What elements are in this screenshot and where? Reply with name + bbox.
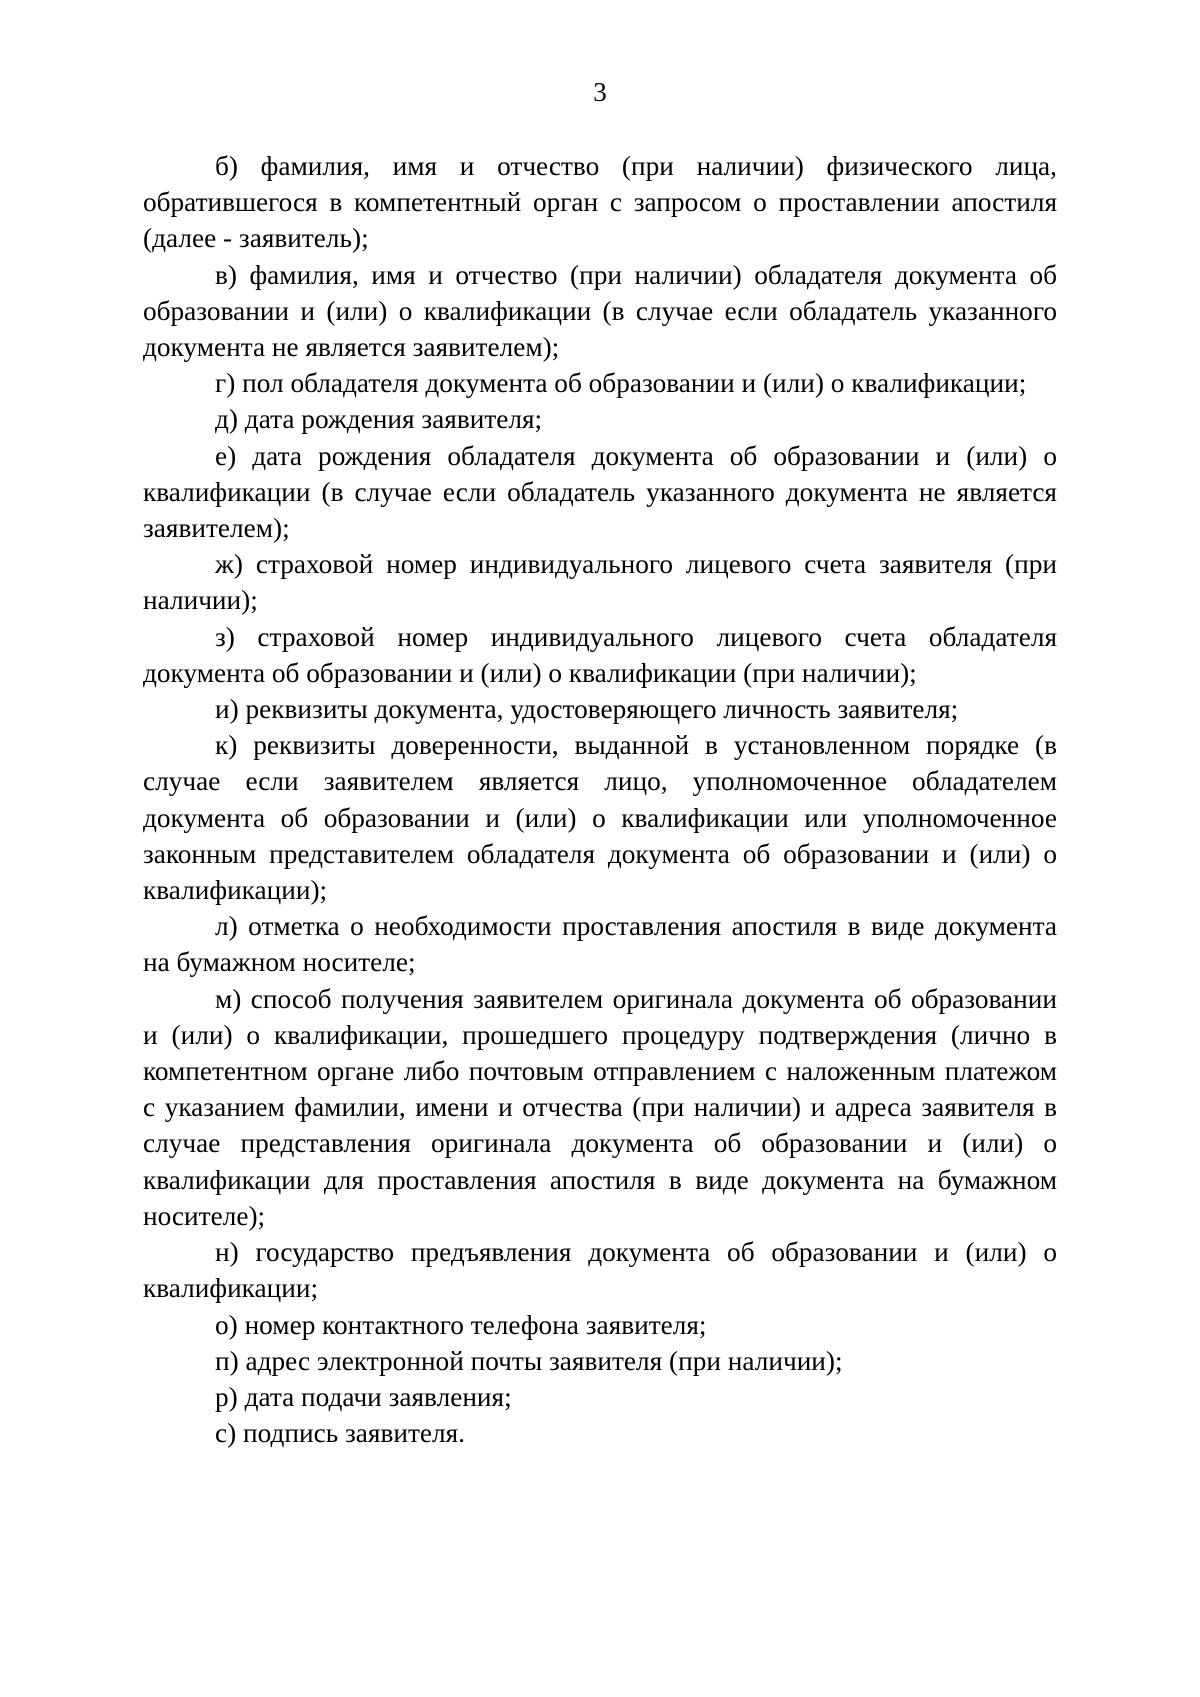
list-item-s: с) подпись заявителя. [215,1418,465,1449]
list-item-zh: ж) страховой номер индивидуального лицевого счета заявителя (при наличии); [143,549,1064,616]
list-item-n: н) государство предъявления документа об образовании и (или) о квалификации; [143,1237,1064,1304]
list-item-m: м) способ получения заявителем оригинала документа об образовании и (или) о квалификации, прошедшего процедуру подтверждения (лично в компетентном органе либо почтовым отправлением с наложенным платежом с указанием фамилии, имени и отчества (при наличии) и адреса заявителя в случае представления оригинала документа об образовании и (или) о квалификации для проставления апостиля в виде документа на бумажном носителе); [143,983,1064,1231]
list-item-p: п) адрес электронной почты заявителя (при наличии); [215,1345,843,1376]
list-item-i: и) реквизиты документа, удостоверяющего личность заявителя; [215,694,959,725]
list-item-r: р) дата подачи заявления; [215,1381,512,1412]
list-item-o: о) номер контактного телефона заявителя; [215,1309,707,1340]
list-item-v: в) фамилия, имя и отчество (при наличии) обладателя документа об образовании и (или) о квалификации (в случае если обладатель указанного документа не является заявителем); [143,259,1064,363]
document-body [143,148,1064,1451]
list-item-l: л) отметка о необходимости проставления апостиля в виде документа на бумажном носителе; [143,911,1064,978]
list-item-e: е) дата рождения обладателя документа об образовании и (или) о квалификации (в случае если обладатель указанного документа не является заявителем); [143,440,1064,544]
list-item-k: к) реквизиты доверенности, выданной в установленном порядке (в случае если заявителем является лицо, уполномоченное обладателем документа об образовании и (или) о квалификации или уполномоченное законным представителем обладателя документа об образовании и (или) о квалификации); [143,730,1064,906]
list-item-g: г) пол обладателя документа об образовании и (или) о квалификации; [215,368,1027,399]
list-item-b: б) фамилия, имя и отчество (при наличии) физического лица, обратившегося в компетентный орган с запросом о проставлении апостиля (далее - заявитель); [143,151,1064,254]
list-item-d: д) дата рождения заявителя; [215,404,543,435]
page-number: 3 [593,77,607,107]
list-item-z: з) страховой номер индивидуального лицевого счета обладателя документа об образовании и (или) о квалификации (при наличии); [143,621,1064,688]
